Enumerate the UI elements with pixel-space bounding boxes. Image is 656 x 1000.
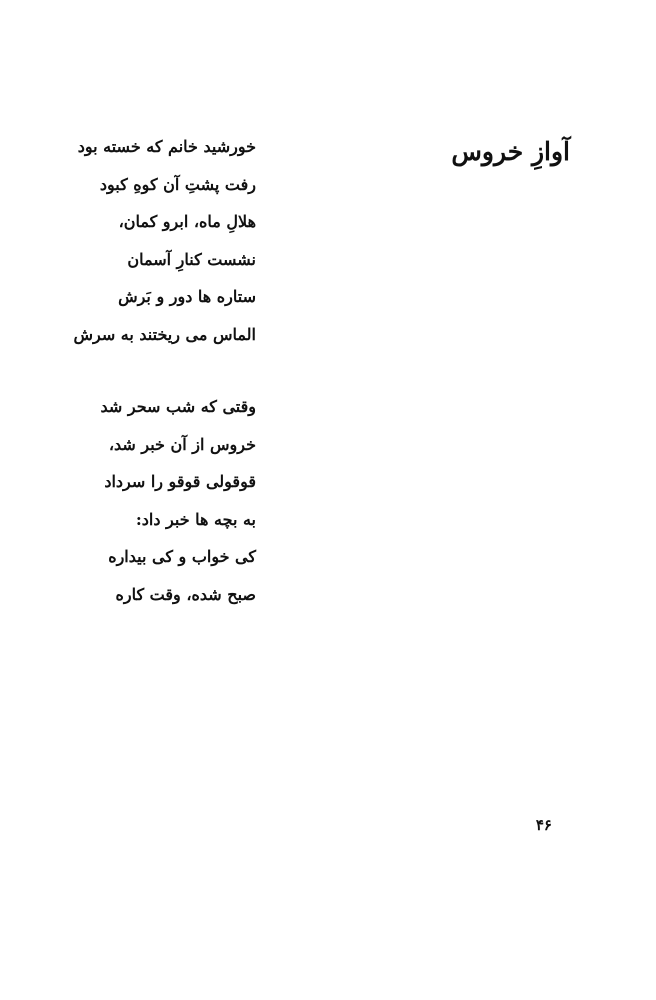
poem-title: آوازِ خروس [451,137,570,166]
poem-line: به بچه ها خبر داد: [135,509,256,529]
poem-line: قوقولی قوقو را سرداد [104,472,256,491]
poem-line: هلالِ ماه، ابرو کمان، [118,212,256,231]
stanza-1 [73,128,256,353]
stanza-2 [73,388,256,613]
page-number: ۴۶ [535,816,552,834]
poem-line: نشست کنارِ آسمان [127,249,256,269]
poem-line: صبح شده، وقت کاره [115,584,256,604]
poem-line: رفت پشتِ آن کوهِ کبود [99,174,256,194]
poem-body [73,128,256,613]
poem-line: ستاره ها دور و بَرش [118,287,256,306]
poem-line: خروس از آن خبر شد، [108,434,256,454]
poem-line: خورشید خانم که خسته بود [77,137,256,156]
poem-line: وقتی که شب سحر شد [100,397,256,416]
poem-line: الماس می ریختند به سرش [73,324,256,344]
poem-line: کی خواب و کی بیداره [108,547,256,566]
